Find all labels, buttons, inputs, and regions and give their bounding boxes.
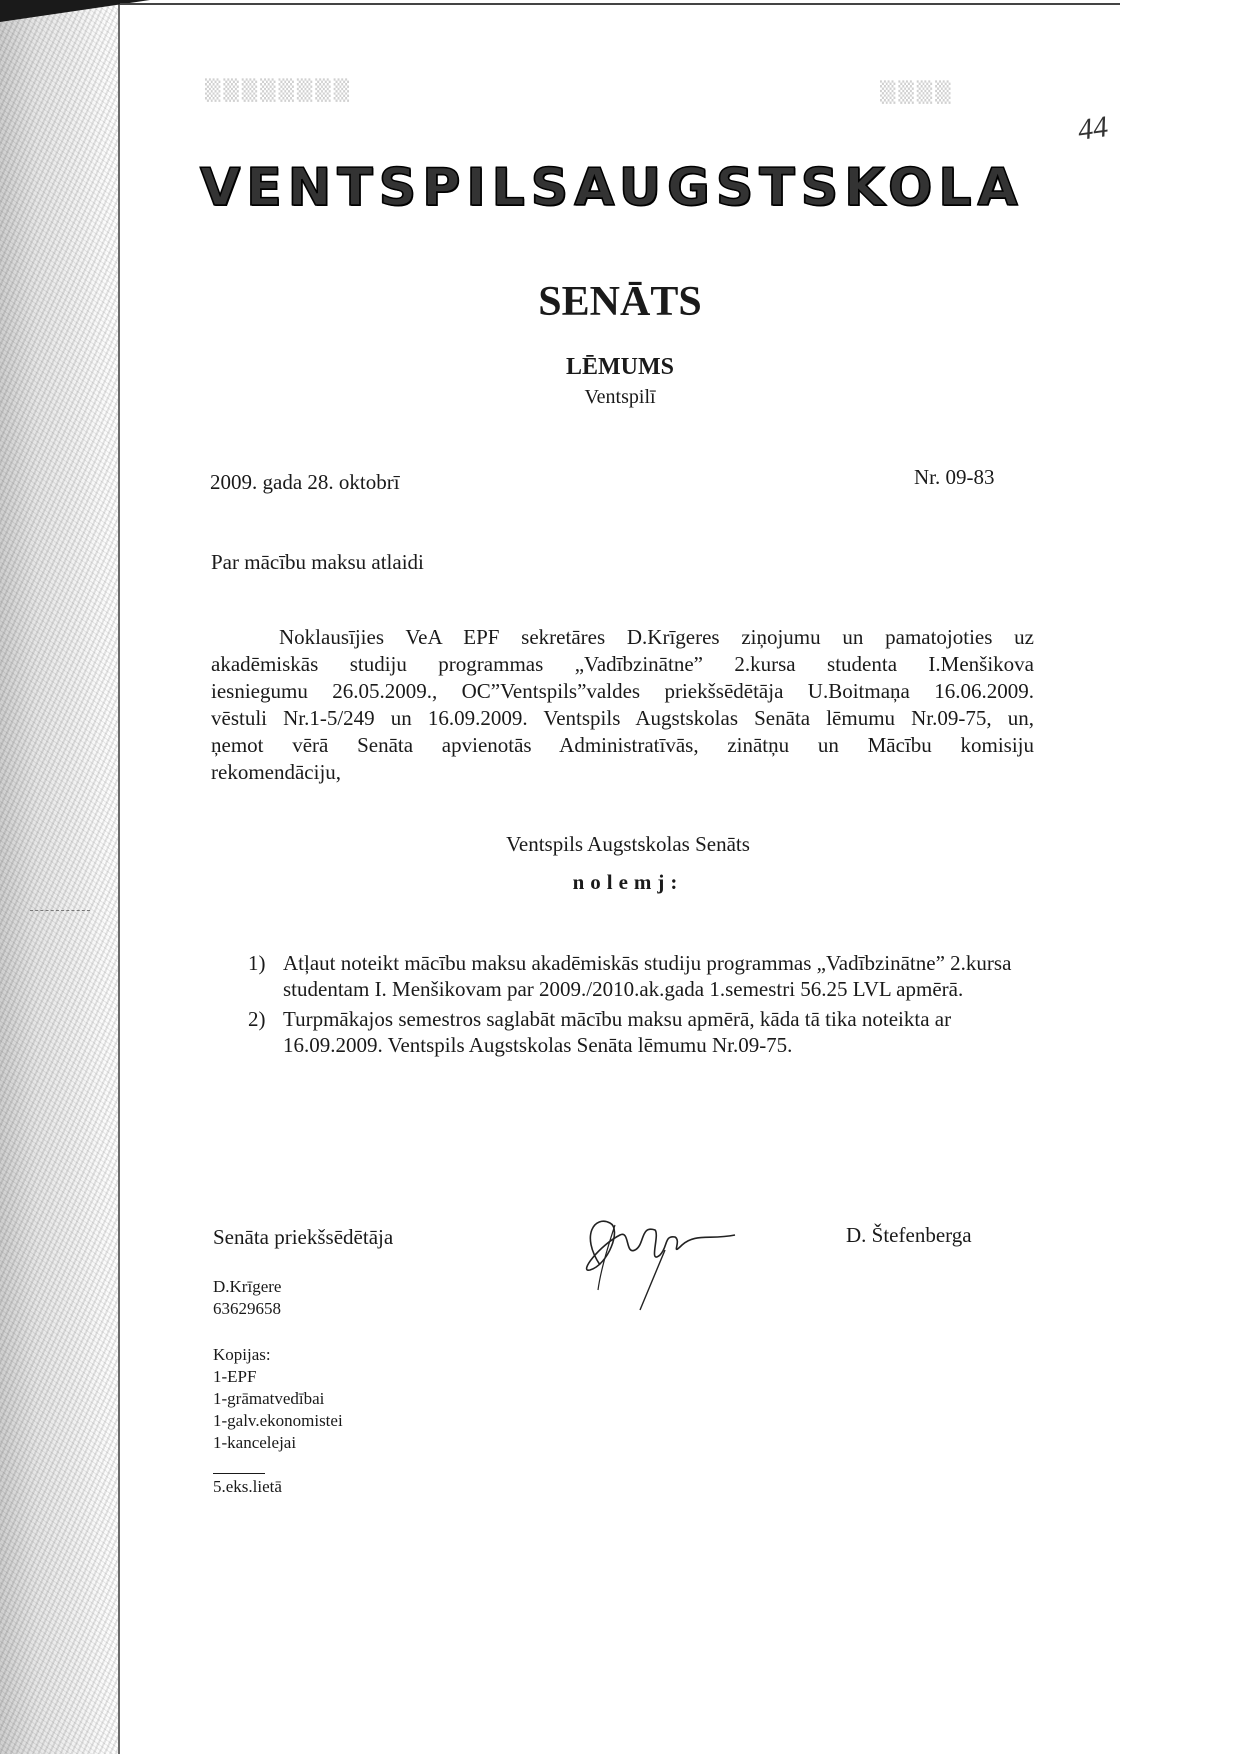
scan-top-line	[120, 3, 1120, 5]
signatory-name: D. Štefenberga	[846, 1223, 972, 1247]
document-city: Ventspilī	[584, 386, 656, 408]
faint-stamp-right: ▒▒▒▒	[880, 80, 954, 104]
resolving-body: Ventspils Augstskolas Senāts	[506, 832, 750, 856]
preparer-phone: 63629658	[213, 1299, 281, 1318]
preamble-line: Noklausījies VeA EPF sekretāres D.Krīgeres ziņojumu un pamatojoties uz	[279, 625, 1034, 649]
preamble-paragraph	[211, 624, 1034, 786]
margin-note: 44	[1075, 110, 1111, 147]
copies-divider	[213, 1473, 265, 1474]
preamble-line: vēstuli Nr.1-5/249 un 16.09.2009. Ventspils Augstskolas Senāta lēmumu Nr.09-75, un,	[211, 706, 1034, 730]
handwritten-signature	[560, 1195, 760, 1315]
preamble-line: ņemot vērā Senāta apvienotās Administratīvās, zinātņu un Mācību komisiju	[211, 733, 1034, 757]
signatory-role: Senāta priekšsēdētāja	[213, 1225, 394, 1249]
resolution-verb: nolemj:	[572, 870, 684, 894]
decision-list	[248, 950, 1038, 1062]
decision-item-number: 1)	[248, 951, 266, 975]
body-title: SENĀTS	[538, 279, 702, 325]
document-subject: Par mācību maksu atlaidi	[211, 550, 424, 574]
institution-logo	[200, 158, 1024, 218]
decision-item-text: Turpmākajos semestros saglabāt mācību maksu apmērā, kāda tā tika noteikta ar 16.09.2009. Ventspils Augstskolas Senāta lēmumu Nr.09-75.	[283, 1007, 952, 1057]
logo-word-augstskola: AUGSTSKOLA	[574, 158, 1024, 218]
copy-recipient: 1-grāmatvedībai	[213, 1389, 325, 1408]
preparer-block	[213, 1276, 281, 1320]
preamble-line: rekomendāciju,	[211, 760, 342, 784]
decision-item	[248, 950, 1038, 1002]
copy-recipient: 1-kancelejai	[213, 1433, 297, 1452]
copies-label: Kopijas:	[213, 1345, 271, 1364]
decision-item	[248, 1006, 1038, 1058]
preparer-name: D.Krīgere	[213, 1277, 282, 1296]
scan-margin-mark	[30, 910, 90, 941]
decision-item-text: Atļaut noteikt mācību maksu akadēmiskās studiju programmas „Vadībzinātne” 2.kursa studentam I. Menšikovam par 2009./2010.ak.gada 1.semestri 56.25 LVL apmērā.	[283, 951, 1012, 1001]
preamble-line: iesniegumu 26.05.2009., OC”Ventspils”valdes priekšsēdētāja U.Boitmaņa 16.06.2009.	[211, 679, 1034, 703]
copy-recipient: 1-EPF	[213, 1367, 257, 1386]
document-type: LĒMUMS	[566, 354, 674, 380]
decision-item-number: 2)	[248, 1007, 266, 1031]
faint-stamp-left: ▒▒▒▒▒▒▒▒	[205, 78, 353, 102]
preamble-line: akadēmiskās studiju programmas „Vadībzinātne” 2.kursa studenta I.Menšikova	[211, 652, 1034, 676]
copy-recipient: 1-galv.ekonomistei	[213, 1411, 343, 1430]
copies-block	[213, 1344, 343, 1454]
file-copy-note: 5.eks.lietā	[213, 1477, 282, 1496]
document-number: Nr. 09-83	[914, 465, 995, 489]
document-date: 2009. gada 28. oktobrī	[210, 470, 400, 494]
logo-word-ventspils: VENTSPILS	[200, 158, 575, 218]
